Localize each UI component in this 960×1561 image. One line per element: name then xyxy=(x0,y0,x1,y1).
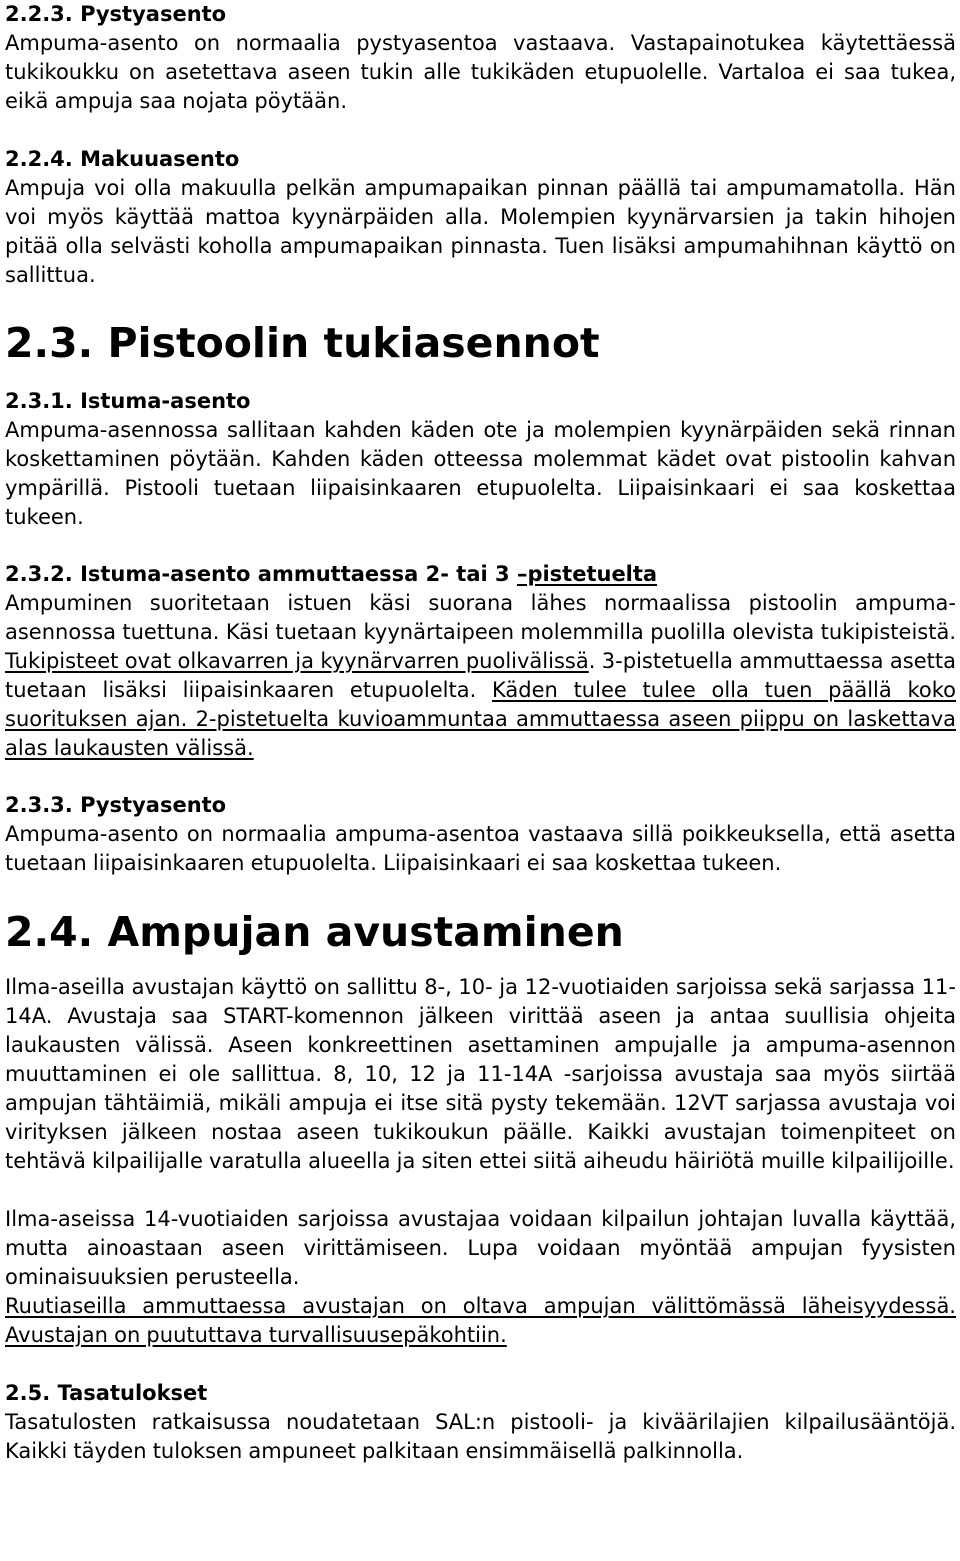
section-heading-2-3-3: 2.3.3. Pystyasento xyxy=(5,793,227,817)
section-heading-2-3-2-underlined: –pistetuelta xyxy=(516,562,658,586)
chapter-heading-2-4: 2.4. Ampujan avustaminen xyxy=(5,908,624,956)
section-body-2-2-4: Ampuja voi olla makuulla pelkän ampumapaikan pinnan päällä tai ampumamatolla. Hän voi myös käyttää mattoa kyynärpäiden alla. Molempien kyynärvarsien ja takin hihojen pitää olla selvästi koholla ampumapaikan pinnasta. Tuen lisäksi ampumahihnan käyttö on sallittua. xyxy=(5,176,956,287)
section-body-2-2-3: Ampuma-asento on normaalia pystyasentoa vastaava. Vastapainotukea käytettäessä tukikoukku on asetettava aseen tukin alle tukikäden etupuolelle. Vartaloa ei saa tukea, eikä ampuja saa nojata pöytään. xyxy=(5,31,956,113)
section-heading-2-3-2 xyxy=(5,560,956,589)
section-body-2-3-2 xyxy=(5,589,956,763)
section-body-2-3-2-underlined-1: Tukipisteet ovat olkavarren ja kyynärvarren puolivälissä xyxy=(5,649,589,673)
section-heading-2-2-4: 2.2.4. Makuuasento xyxy=(5,147,240,171)
document-page xyxy=(5,0,956,1466)
section-heading-2-3-2-text: 2.3.2. Istuma-asento ammuttaessa 2- tai 3 xyxy=(5,562,517,586)
section-heading-2-3-1: 2.3.1. Istuma-asento xyxy=(5,389,251,413)
section-body-2-4-paragraph-2: Ilma-aseissa 14-vuotiaiden sarjoissa avustajaa voidaan kilpailun johtajan luvalla käyttää, mutta ainoastaan aseen virittämiseen. Lupa voidaan myöntää ampujan fyysisten ominaisuuksien perusteella. xyxy=(5,1207,956,1289)
section-body-2-4-paragraph-3: Ruutiaseilla ammuttaessa avustajan on oltava ampujan välittömässä läheisyydessä. Avustajan on puututtava turvallisuusepäkohtiin. xyxy=(5,1294,956,1347)
section-body-2-3-3: Ampuma-asento on normaalia ampuma-asentoa vastaava sillä poikkeuksella, että asetta tuetaan liipaisinkaaren etupuolelta. Liipaisinkaari ei saa koskettaa tukeen. xyxy=(5,822,956,875)
section-body-2-4-paragraph-1: Ilma-aseilla avustajan käyttö on sallittu 8-, 10- ja 12-vuotiaiden sarjoissa sekä sarjassa 11-14A. Avustaja saa START-komennon jälkeen virittää aseen ja antaa suullisia ohjeita laukausten välissä. Aseen konkreettinen asettaminen ampujalle ja ampuma-asennon muuttaminen ei ole sallittua. 8, 10, 12 ja 11-14A -sarjoissa avustaja saa myös siirtää ampujan tähtäimiä, mikäli ampuja ei itse sitä pysty tekemään. 12VT sarjassa avustaja voi virityksen jälkeen nostaa aseen tukikoukun päälle. Kaikki avustajan toimenpiteet on tehtävä kilpailijalle varatulla alueella ja siten ettei siitä aiheudu häiriötä muille kilpailijoille. xyxy=(5,975,956,1173)
section-heading-2-5: 2.5. Tasatulokset xyxy=(5,1381,208,1405)
section-body-2-5: Tasatulosten ratkaisussa noudatetaan SAL:n pistooli- ja kiväärilajien kilpailusääntöjä. Kaikki täyden tuloksen ampuneet palkitaan ensimmäisellä palkinnolla. xyxy=(5,1410,956,1463)
section-heading-2-2-3: 2.2.3. Pystyasento xyxy=(5,2,227,26)
section-body-2-3-2-part-b: . 3-pistetuella ammuttaessa asetta tuetaan lisäksi liipaisinkaaren etupuolelta. xyxy=(5,649,956,702)
chapter-heading-2-3: 2.3. Pistoolin tukiasennot xyxy=(5,319,600,367)
section-body-2-3-2-underlined-2: Käden tulee tulee olla tuen päällä koko suorituksen ajan. 2-pistetuelta kuvioammuntaa ammuttaessa aseen piippu on laskettava alas laukausten välissä. xyxy=(5,678,956,760)
section-body-2-3-1: Ampuma-asennossa sallitaan kahden käden ote ja molempien kyynärpäiden sekä rinnan koskettaminen pöytään. Kahden käden otteessa molemmat kädet ovat pistoolin kahvan ympärillä. Pistooli tuetaan liipaisinkaaren etupuolelta. Liipaisinkaari ei saa koskettaa tukeen. xyxy=(5,418,956,529)
section-body-2-3-2-part-a: Ampuminen suoritetaan istuen käsi suorana lähes normaalissa pistoolin ampuma-asennossa tuettuna. Käsi tuetaan kyynärtaipeen molemmilla puolilla olevista tukipisteistä. xyxy=(5,591,956,644)
